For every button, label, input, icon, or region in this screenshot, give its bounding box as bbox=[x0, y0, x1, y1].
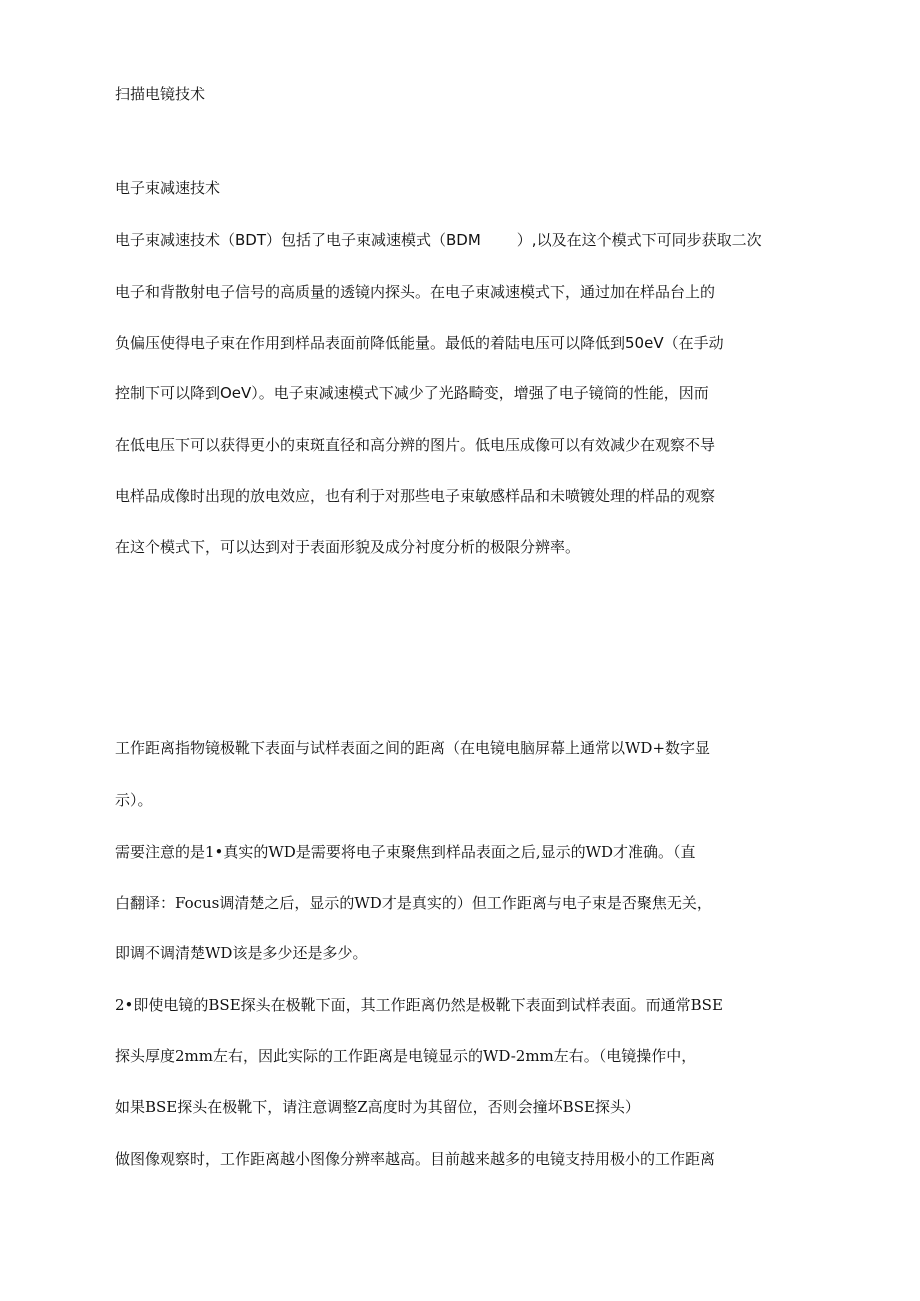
section-heading: 电子束减速技术 bbox=[115, 179, 221, 197]
text-line: 如果BSE探头在极靴下，请注意调整Z高度时为其留位，否则会撞坏BSE探头） bbox=[115, 1098, 640, 1116]
text-line: 示）。 bbox=[115, 791, 153, 809]
text-line: 在这个模式下，可以达到对于表面形貌及成分衬度分析的极限分辨率。 bbox=[115, 538, 581, 556]
text-line: 需要注意的是1•真实的WD是需要将电子束聚焦到样品表面之后,显示的WD才准确。（直 bbox=[115, 843, 696, 861]
text-line: 控制下可以降到OeV）。电子束减速模式下减少了光路畸变，增强了电子镜筒的性能，因而 bbox=[115, 384, 709, 402]
document-title: 扫描电镜技术 bbox=[115, 85, 206, 103]
text-segment: 电子束减速技术（BDT）包括了电子束减速模式（BDM bbox=[115, 231, 481, 249]
text-line: 电样品成像时出现的放电效应，也有利于对那些电子束敏感样品和未喷镀处理的样品的观察 bbox=[115, 487, 716, 505]
text-line: 白翻译：Focus调清楚之后，显示的WD才是真实的）但工作距离与电子束是否聚焦无关， bbox=[115, 894, 712, 912]
text-line: 工作距离指物镜极靴下表面与试样表面之间的距离（在电镜电脑屏幕上通常以WD+数字显 bbox=[115, 739, 711, 757]
text-line: 探头厚度2mm左右，因此实际的工作距离是电镜显示的WD-2mm左右。（电镜操作中， bbox=[115, 1047, 697, 1065]
text-line: 在低电压下可以获得更小的束斑直径和高分辨的图片。低电压成像可以有效减少在观察不导 bbox=[115, 436, 716, 454]
text-line: 做图像观察时，工作距离越小图像分辨率越高。目前越来越多的电镜支持用极小的工作距离 bbox=[115, 1150, 716, 1168]
text-line: 电子和背散射电子信号的高质量的透镜内探头。在电子束减速模式下，通过加在样品台上的 bbox=[115, 283, 716, 301]
text-line: 即调不调清楚WD该是多少还是多少。 bbox=[115, 944, 368, 962]
text-line: 2•即使电镜的BSE探头在极靴下面，其工作距离仍然是极靴下表面到试样表面。而通常BSE bbox=[115, 996, 723, 1014]
text-segment: ）,以及在这个模式下可同步获取二次 bbox=[516, 231, 762, 249]
text-line: 负偏压使得电子束在作用到样品表面前降低能量。最低的着陆电压可以降低到50eV（在手动 bbox=[115, 334, 724, 352]
text-line bbox=[115, 233, 762, 248]
